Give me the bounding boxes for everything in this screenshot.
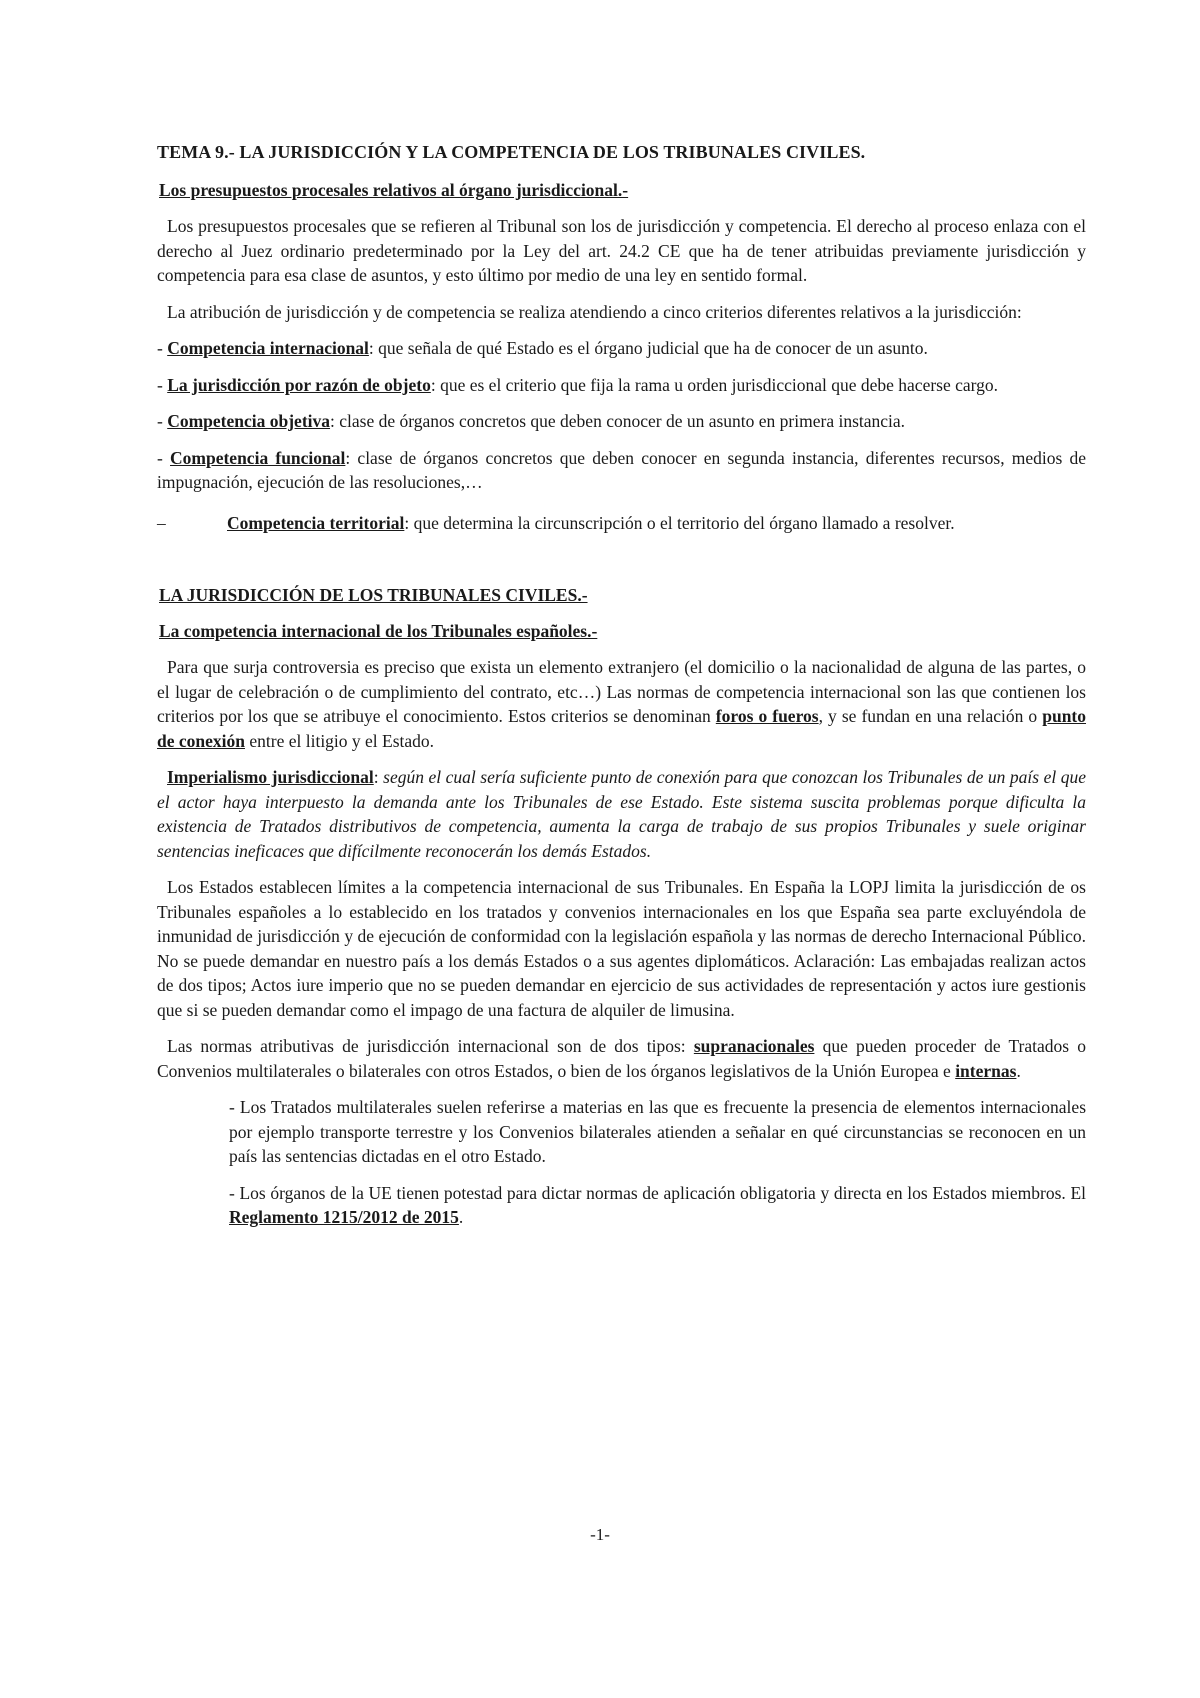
criteria-description: : clase de órganos concretos que deben conocer en segunda instancia, diferentes recursos, medios de impugnación, ejecución de las resoluciones,…: [157, 447, 1087, 492]
criteria-term: Competencia objetiva: [167, 411, 331, 431]
criteria-term: Competencia internacional: [167, 338, 369, 358]
criteria-item: [157, 373, 1086, 398]
item-prefix: -: [157, 374, 168, 395]
criteria-item: [157, 336, 1086, 361]
criteria-description: : clase de órganos concretos que deben conocer de un asunto en primera instancia.: [330, 411, 906, 431]
section-heading-presupuestos: Los presupuestos procesales relativos al órgano jurisdiccional.-: [159, 180, 629, 200]
paragraph: La atribución de jurisdicción y de competencia se realiza atendiendo a cinco criterios diferentes relativos a la jurisdicción:: [167, 301, 1022, 322]
criteria-description: : que señala de qué Estado es el órgano judicial que ha de conocer de un asunto.: [368, 338, 928, 358]
item-prefix: -: [157, 447, 171, 468]
dash-bullet: –: [157, 512, 166, 533]
criteria-term: Competencia territorial: [227, 512, 405, 533]
criteria-item: [157, 446, 1086, 495]
section-jurisdiccion: [157, 583, 1086, 1230]
criteria-item-dashed: [157, 511, 1086, 536]
key-term: punto de conexión: [157, 706, 1087, 751]
section-heading-jurisdiccion: LA JURISDICCIÓN DE LOS TRIBUNALES CIVILES.-: [159, 585, 588, 605]
document-title: TEMA 9.- LA JURISDICCIÓN Y LA COMPETENCIA DE LOS TRIBUNALES CIVILES.: [157, 142, 866, 162]
italic-text: según el cual sería suficiente punto de conexión para que conozcan los Tribunales de un país el que el actor haya interpuesto la demanda ante los Tribunales de ese Estado. Este sistema suscita problemas porque dificulta la existencia de Tratados distributivos de competencia, aumenta la carga de trabajo de sus propios Tribunales y suele originar sentencias ineficaces que difícilmente reconocerán los demás Estados.: [157, 767, 1086, 861]
paragraph: [157, 1034, 1086, 1083]
subsection-heading-competencia-internacional: La competencia internacional de los Tribunales españoles.-: [159, 621, 598, 641]
text-run: :: [373, 767, 384, 787]
indented-block: [229, 1095, 1086, 1230]
text-run: entre el litigio y el Estado.: [245, 730, 435, 751]
paragraph: [229, 1181, 1086, 1230]
item-prefix: -: [157, 338, 168, 358]
text-run: Las normas atributivas de jurisdicción internacional son de dos tipos:: [167, 1036, 694, 1056]
page-number: -1-: [590, 1525, 610, 1544]
text-run: Para que surja controversia es preciso que exista un elemento extranjero (el domicilio o la nacionalidad de alguna de las partes, o el lugar de celebración o de cumplimiento del contrato, etc…) Las normas de competencia internacional son las que contienen los criterios por los que se atribuye el conocimiento. Estos criterios se denominan: [157, 657, 1086, 726]
text-run: - Los órganos de la UE tienen potestad para dictar normas de aplicación obligatoria y directa en los Estados miembros. El: [229, 1182, 1086, 1203]
criteria-description: : que determina la circunscripción o el territorio del órgano llamado a resolver.: [404, 512, 955, 533]
paragraph: [157, 765, 1086, 863]
key-term: Imperialismo jurisdiccional: [167, 767, 374, 787]
key-term: Reglamento 1215/2012 de 2015: [229, 1207, 459, 1227]
paragraph: Los presupuestos procesales que se refieren al Tribunal son los de jurisdicción y competencia. El derecho al proceso enlaza con el derecho al Juez ordinario predeterminado por la Ley del art. 24.2 CE que ha de tener atribuidas previamente jurisdicción y competencia para esa clase de asuntos, y esto último por medio de una ley en sentido formal.: [157, 216, 1086, 285]
text-run: , y se fundan en una relación o: [818, 706, 1043, 726]
text-run: .: [1016, 1060, 1021, 1081]
text-run: que pueden proceder de Tratados o Convenios multilaterales o bilaterales con otros Estados, o bien de los órganos legislativos de la Unión Europea e: [157, 1036, 1086, 1081]
criteria-term: La jurisdicción por razón de objeto: [167, 374, 431, 395]
page-content: [157, 140, 1086, 1242]
paragraph: Los Estados establecen límites a la competencia internacional de sus Tribunales. En España la LOPJ limita la jurisdicción de os Tribunales españoles a lo establecido en los tratados y convenios internacionales en los que España sea parte excluyéndola de inmunidad de jurisdicción y de ejecución de conformidad con la legislación española y las normas de derecho Internacional Público. No se puede demandar en nuestro país a los demás Estados o a sus agentes diplomáticos. Aclaración: Las embajadas realizan actos de dos tipos; Actos iure imperio que no se pueden demandar en ejercicio de sus actividades de representación y actos iure gestionis que si se pueden demandar como el impago de una factura de alquiler de limusina.: [157, 877, 1086, 1020]
key-term: foros o fueros: [715, 706, 819, 726]
key-term: internas: [955, 1060, 1017, 1081]
criteria-description: : que es el criterio que fija la rama u orden jurisdiccional que debe hacerse cargo.: [430, 374, 999, 395]
item-prefix: -: [157, 411, 168, 431]
criteria-term: Competencia funcional: [170, 447, 346, 468]
text-run: .: [458, 1207, 464, 1227]
criteria-item: [157, 409, 1086, 434]
key-term: supranacionales: [693, 1036, 815, 1056]
paragraph: [157, 655, 1086, 753]
paragraph: - Los Tratados multilaterales suelen referirse a materias en las que es frecuente la presencia de elementos internacionales por ejemplo transporte terrestre y los Convenios bilaterales atienden a señalar en qué circunstancias se reconocen en un país las sentencias dictadas en el otro Estado.: [229, 1097, 1086, 1166]
